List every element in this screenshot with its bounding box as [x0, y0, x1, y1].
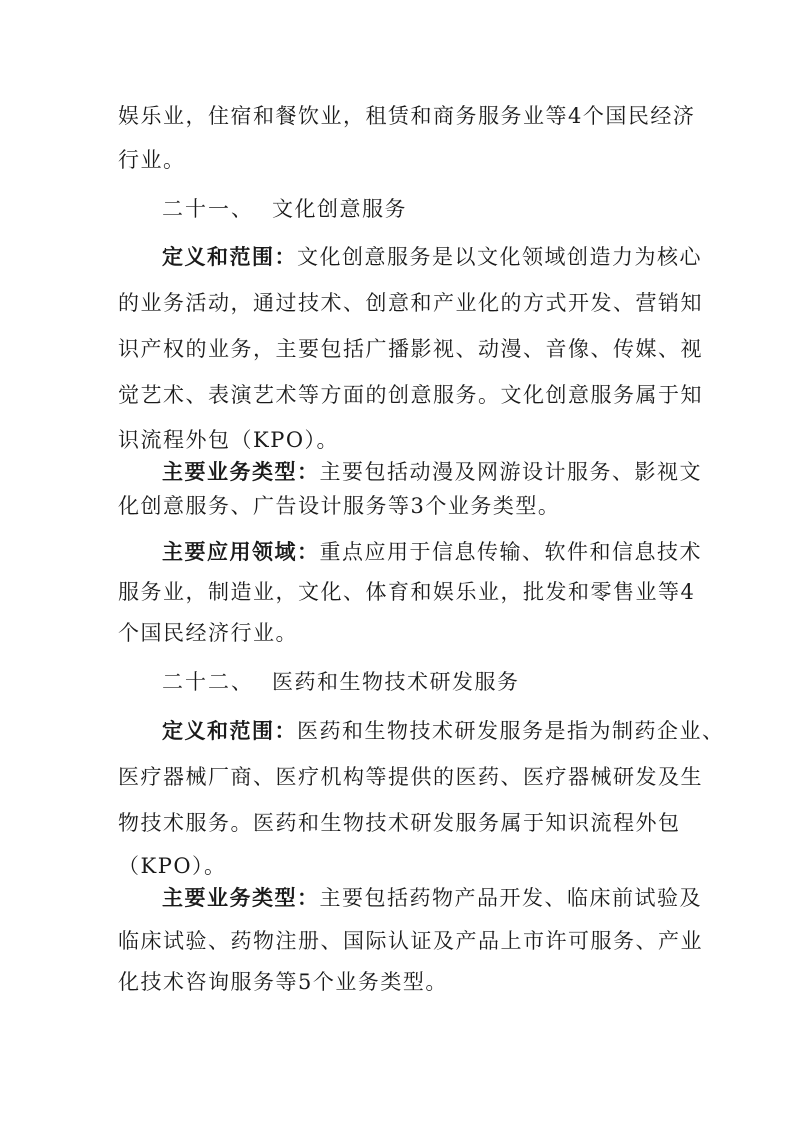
definition-label: 定义和范围： [162, 245, 297, 269]
application-areas-label: 主要应用领域： [162, 540, 320, 564]
section-22-business-types [162, 883, 702, 913]
definition-text-line: （KPO）。 [118, 854, 227, 878]
section-21-number: 二十一、 [162, 197, 254, 221]
business-types-text: 主要包括药物产品开发、临床前试验及 [319, 886, 702, 910]
business-types-label: 主要业务类型： [162, 886, 320, 910]
section-21-heading [162, 194, 407, 224]
section-22-definition [162, 716, 725, 746]
section-21-application-areas [162, 537, 702, 567]
section-22-number: 二十二、 [162, 670, 254, 694]
business-types-text-line: 临床试验、药物注册、国际认证及产品上市许可服务、产业 [118, 929, 703, 953]
intro-line: 行业。 [118, 148, 186, 172]
business-types-text-line: 化创意服务、广告设计服务等3个业务类型。 [118, 494, 561, 518]
definition-text-line: 物技术服务。医药和生物技术研发服务属于知识流程外包 [118, 811, 681, 835]
section-22-title: 医药和生物技术研发服务 [272, 670, 520, 694]
business-types-text: 主要包括动漫及网游设计服务、影视文 [319, 460, 702, 484]
definition-label: 定义和范围： [162, 719, 297, 743]
application-areas-text-line: 个国民经济行业。 [118, 621, 298, 645]
definition-text-line: 识产权的业务，主要包括广播影视、动漫、音像、传媒、视 [118, 337, 703, 361]
section-21-definition [162, 242, 702, 272]
definition-text-line: 识流程外包（KPO）。 [118, 428, 340, 452]
business-types-label: 主要业务类型： [162, 460, 320, 484]
section-22-heading [162, 667, 520, 697]
definition-text: 文化创意服务是以文化领域创造力为核心 [297, 245, 702, 269]
definition-text-line: 医疗器械厂商、医疗机构等提供的医药、医疗器械研发及生 [118, 765, 703, 789]
section-21-business-types [162, 457, 702, 487]
definition-text-line: 的业务活动，通过技术、创意和产业化的方式开发、营销知 [118, 291, 703, 315]
section-21-title: 文化创意服务 [272, 197, 407, 221]
intro-line: 娱乐业，住宿和餐饮业，租赁和商务服务业等4个国民经济 [118, 104, 696, 128]
definition-text: 医药和生物技术研发服务是指为制药企业、 [297, 719, 725, 743]
definition-text-line: 觉艺术、表演艺术等方面的创意服务。文化创意服务属于知 [118, 383, 703, 407]
application-areas-text: 重点应用于信息传输、软件和信息技术 [319, 540, 702, 564]
business-types-text-line: 化技术咨询服务等5个业务类型。 [118, 970, 448, 994]
application-areas-text-line: 服务业，制造业，文化、体育和娱乐业，批发和零售业等4 [118, 580, 696, 604]
